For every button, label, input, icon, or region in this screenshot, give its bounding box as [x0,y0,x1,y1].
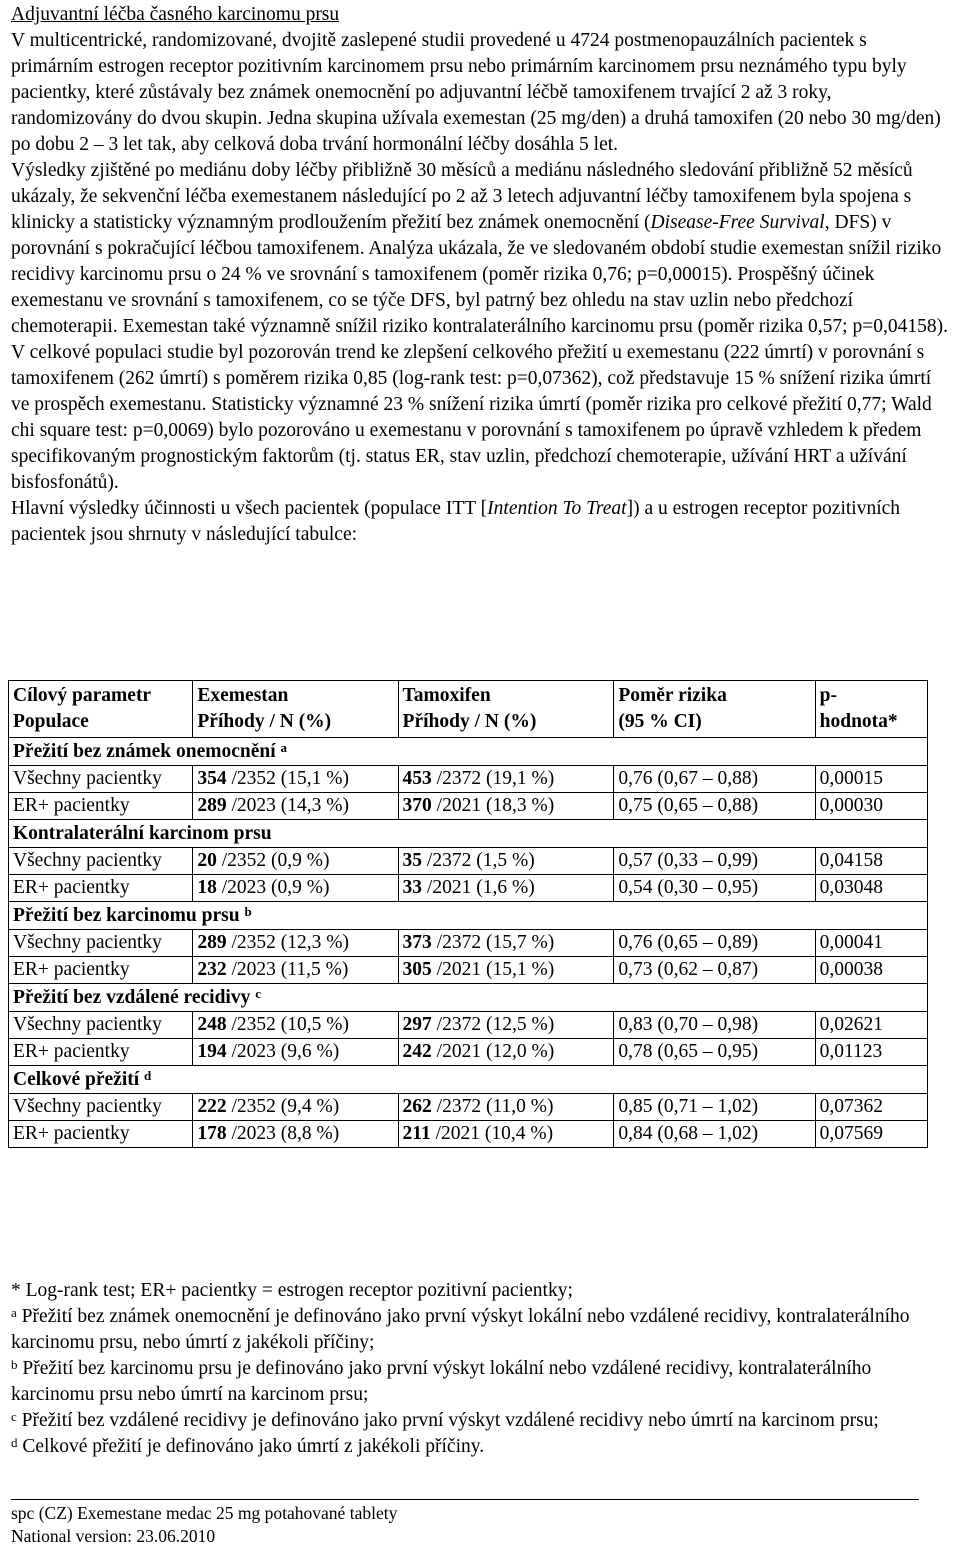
header-endpoint: Cílový parametr Populace [9,681,193,738]
hazard-ratio-cell: 0,78 (0,65 – 0,95) [614,1039,815,1066]
p-value-cell: 0,00041 [815,930,927,957]
table-section-row [9,738,928,766]
paragraph-study-design: V multicentrické, randomizované, dvojitě zaslepené studii provedené u 4724 postmenopauzálních pacientek s primárním estrogen receptor pozitivním karcinomem prsu nebo primárním karcinomem prsu neznámého typu byly pacientky, které zůstávaly bez známek onemocnění po adjuvantní léčbě tamoxifenem trvající 2 až 3 roky, randomizovány do dvou skupin. Jedna skupina užívala exemestan (25 mg/den) a druhá tamoxifen (20 nebo 30 mg/den) po dobu 2 – 3 let tak, aby celková doba trvání hormonální léčby dosáhla 5 let. [11,30,941,155]
paragraph-dfs-results [11,158,951,340]
paragraph-overall-survival: V celkové populaci studie byl pozorován trend ke zlepšení celkového přežití u exemestanu (222 úmrtí) v porovnání s tamoxifenem (262 úmrtí) s poměrem rizika 0,85 (log-rank test: p=0,07362), což představuje 15 % snížení rizika úmrtí ve prospěch exemestanu. Statisticky významné 23 % snížení rizika úmrtí (poměr rizika pro celkové přežití 0,77; Wald chi square test: p=0,0069) bylo pozorováno u exemestanu v porovnání s tamoxifenem po úpravě vzhledem k předem specifikovaným prognostickým faktorům (tj. status ER, stav uzlin, předchozí chemoterapie, užívání HRT a užívání bisfosfonátů). [11,342,932,493]
table-row [9,848,928,875]
population-cell: Všechny pacientky [9,930,193,957]
population-cell: ER+ pacientky [9,793,193,820]
header-p-value: p- hodnota* [815,681,927,738]
footnote-d: $^d$ Celkové přežití je definováno jako úmrtí z jakékoli příčiny. [11,1435,485,1457]
footer-version: National version: 23.06.2010 [11,1526,216,1546]
exemestane-cell: 289 /2352 (12,3 %) [193,930,398,957]
document-body [11,2,951,548]
tamoxifen-cell: 242 /2021 (12,0 %) [398,1039,614,1066]
p-value-cell: 0,02621 [815,1012,927,1039]
p-value-cell: 0,01123 [815,1039,927,1066]
text-run: Výsledky zjištěné po mediánu doby léčby přibližně 30 měsíců a mediánu následného sledování přibližně 52 měsíců ukázaly, že sekvenční léčba exemestanem následující po 2 až 3 letech adjuvantní léčby tamoxifenem byla spojena s klinicky a statisticky významným prodloužením přežití bez známek onemocnění ( [11,160,913,233]
text-run-italic: Intention To Treat [487,498,627,519]
tamoxifen-cell: 297 /2372 (12,5 %) [398,1012,614,1039]
exemestane-cell: 354 /2352 (15,1 %) [193,766,398,793]
exemestane-cell: 232 /2023 (11,5 %) [193,957,398,984]
text-run: Hlavní výsledky účinnosti u všech pacientek (populace ITT [ [11,498,488,519]
exemestane-cell: 178 /2023 (8,8 %) [193,1121,398,1148]
section-heading: Přežití bez vzdálené recidivy $^c$ [9,984,928,1012]
table-row [9,793,928,820]
table-section-row [9,984,928,1012]
table-row [9,875,928,902]
tamoxifen-cell: 373 /2372 (15,7 %) [398,930,614,957]
hazard-ratio-cell: 0,73 (0,62 – 0,87) [614,957,815,984]
exemestane-cell: 194 /2023 (9,6 %) [193,1039,398,1066]
p-value-cell: 0,07362 [815,1094,927,1121]
tamoxifen-cell: 211 /2021 (10,4 %) [398,1121,614,1148]
population-cell: Všechny pacientky [9,766,193,793]
table-footnotes [11,1278,951,1460]
table-section-row [9,820,928,848]
population-cell: Všechny pacientky [9,1012,193,1039]
exemestane-cell: 20 /2352 (0,9 %) [193,848,398,875]
footer-divider [11,1499,919,1500]
section-heading: Celkové přežití $^d$ [9,1066,928,1094]
tamoxifen-cell: 453 /2372 (19,1 %) [398,766,614,793]
header-hazard-ratio: Poměr rizika (95 % CI) [614,681,815,738]
p-value-cell: 0,07569 [815,1121,927,1148]
hazard-ratio-cell: 0,85 (0,71 – 1,02) [614,1094,815,1121]
tamoxifen-cell: 35 /2372 (1,5 %) [398,848,614,875]
section-heading: Přežití bez karcinomu prsu $^b$ [9,902,928,930]
efficacy-results-table [8,680,928,1148]
footnote-a: $^a$ Přežití bez známek onemocnění je definováno jako první výskyt lokální nebo vzdálené recidivy, kontralaterálního karcinomu prsu, nebo úmrtí z jakékoli příčiny; [11,1305,910,1353]
tamoxifen-cell: 262 /2372 (11,0 %) [398,1094,614,1121]
tamoxifen-cell: 305 /2021 (15,1 %) [398,957,614,984]
population-cell: Všechny pacientky [9,848,193,875]
tamoxifen-cell: 370 /2021 (18,3 %) [398,793,614,820]
table-header-row [9,681,928,738]
section-title: Adjuvantní léčba časného karcinomu prsu [11,4,340,25]
hazard-ratio-cell: 0,75 (0,65 – 0,88) [614,793,815,820]
exemestane-cell: 289 /2023 (14,3 %) [193,793,398,820]
exemestane-cell: 222 /2352 (9,4 %) [193,1094,398,1121]
table-row [9,1012,928,1039]
hazard-ratio-cell: 0,76 (0,67 – 0,88) [614,766,815,793]
exemestane-cell: 18 /2023 (0,9 %) [193,875,398,902]
section-heading: Přežití bez známek onemocnění $^a$ [9,738,928,766]
p-value-cell: 0,00030 [815,793,927,820]
population-cell: ER+ pacientky [9,875,193,902]
table-row [9,1039,928,1066]
text-run: , DFS) v porovnání s pokračující léčbou tamoxifenem. Analýza ukázala, že ve sledovaném období studie exemestan snížil riziko recidivy karcinomu prsu o 24 % ve srovnání s tamoxifenem (poměr rizika 0,76; p=0,00015). Prospěšný účinek exemestanu ve srovnání s tamoxifenem, co se týče DFS, byl patrný bez ohledu na stav uzlin nebo předchozí chemoterapii. Exemestan také významně snížil riziko kontralaterálního karcinomu prsu (poměr rizika 0,57; p=0,04158). [11,212,948,337]
text-run-italic: Disease-Free Survival [650,212,825,233]
table-section-row [9,902,928,930]
section-heading: Kontralaterální karcinom prsu [9,820,928,848]
tamoxifen-cell: 33 /2021 (1,6 %) [398,875,614,902]
text-run: ]) a u estrogen receptor pozitivních pacientek jsou shrnuty v následující tabulce: [11,498,901,545]
hazard-ratio-cell: 0,76 (0,65 – 0,89) [614,930,815,957]
footnote-c: $^c$ Přežití bez vzdálené recidivy je definováno jako první výskyt vzdálené recidivy nebo úmrtí na karcinom prsu; [11,1409,879,1431]
table-row [9,766,928,793]
population-cell: ER+ pacientky [9,1121,193,1148]
p-value-cell: 0,03048 [815,875,927,902]
table-row [9,1094,928,1121]
table-section-row [9,1066,928,1094]
page-footer [11,1502,397,1548]
population-cell: ER+ pacientky [9,957,193,984]
header-exemestane: Exemestan Příhody / N (%) [193,681,398,738]
paragraph-table-intro [11,496,951,548]
hazard-ratio-cell: 0,54 (0,30 – 0,95) [614,875,815,902]
population-cell: Všechny pacientky [9,1094,193,1121]
footnote-b: $^b$ Přežití bez karcinomu prsu je definováno jako první výskyt lokální nebo vzdálené recidivy, kontralaterálního karcinomu prsu nebo úmrtí na karcinom prsu; [11,1357,872,1405]
footnote-star: * Log-rank test; ER+ pacientky = estrogen receptor pozitivní pacientky; [11,1280,573,1301]
p-value-cell: 0,00038 [815,957,927,984]
table-row [9,957,928,984]
hazard-ratio-cell: 0,83 (0,70 – 0,98) [614,1012,815,1039]
table-row [9,930,928,957]
population-cell: ER+ pacientky [9,1039,193,1066]
p-value-cell: 0,00015 [815,766,927,793]
p-value-cell: 0,04158 [815,848,927,875]
exemestane-cell: 248 /2352 (10,5 %) [193,1012,398,1039]
table-body [9,738,928,1148]
hazard-ratio-cell: 0,57 (0,33 – 0,99) [614,848,815,875]
hazard-ratio-cell: 0,84 (0,68 – 1,02) [614,1121,815,1148]
table-row [9,1121,928,1148]
footer-product: spc (CZ) Exemestane medac 25 mg potahované tablety [11,1503,398,1523]
header-tamoxifen: Tamoxifen Příhody / N (%) [398,681,614,738]
